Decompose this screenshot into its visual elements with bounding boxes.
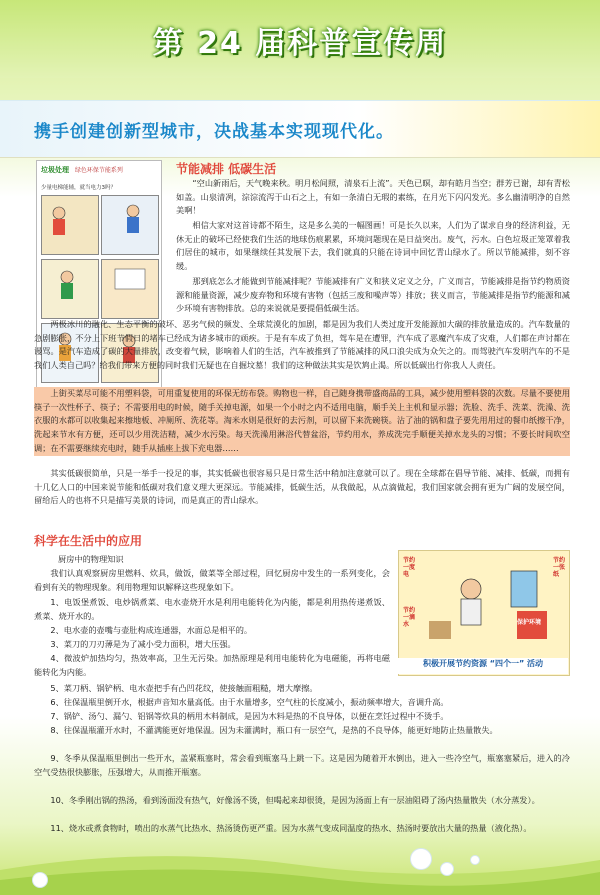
list-item-11: 11、烧水或煮食物时，喷出的水蒸气比热水、热汤烫伤更严重。因为水蒸气变成同温度的热水、热汤时要放出大量的热量（液化热）。 — [50, 823, 532, 833]
decorative-bubble — [32, 872, 48, 888]
list-item-10: 10、冬季刚出锅的热汤，看到汤面没有热气，好像汤不烫，但喝起来却很烫，是因为汤面上有一层油阻碍了汤内热量散失（水分蒸发）。 — [50, 795, 540, 805]
paragraph-poem: “空山新雨后，天气晚来秋。明月松间照，清泉石上流”。天色已暝，却有皓月当空；群芳已谢，却有青松如盖。山泉清冽，淙淙流泻于山石之上，有如一条清白无瑕的素练，在月光下闪闪发光。多么幽清明净的自然美啊！ — [176, 178, 570, 216]
paragraph-tips-highlighted: 上街买菜尽可能不用塑料袋，可用重复使用的环保无纺布袋。购物也一样，自己随身携带盛商品的工具，减少使用塑料袋的次数。尽量不要使用筷子一次性杯子、筷子；不需要用电的时候，随手关掉电源，如果一个小时之内不适用电脑，顺手关上主机和显示器；洗脸、洗手、洗菜、洗澡、洗衣服的水都可以收集起来擦地板、冲厕所、洗花等。淘米水则是很好的去污剂，可以留下来洗碗筷。沾了油的锅和盘子要先用用过的餐巾纸擦干净，洗起来节水有方便，还可以少用洗洁精，减少水污染。每天洗澡用淋浴代替盆浴，节约用水，养成洗完手顺便关掉水龙头的习惯；不要长时间吹空调；在不需要继续充电时，随手从插座上拔下充电器…… — [34, 387, 570, 456]
comic-subtitle: 绿色环保节能系列 — [74, 167, 123, 174]
list-item-8: 8、往保温瓶灌开水时，不灌满能更好地保温。因为未灌满时，瓶口有一层空气，是热的不良导体，能更好地防止热量散失。 — [50, 725, 498, 735]
poster-tag-electricity: 节约一度电 — [403, 557, 416, 578]
page-title: 第 24 届科普宣传周 — [152, 26, 448, 61]
decorative-bubble — [410, 848, 432, 870]
decorative-bubble — [440, 862, 454, 876]
poster-caption: 积极开展节约资源 “四个一” 活动 — [398, 658, 568, 674]
list-item-5: 5、菜刀柄、锅铲柄、电水壶把手有凸凹花纹，使接触面粗糙，增大摩擦。 — [50, 683, 318, 693]
list-item-7: 7、锅铲、汤勺、漏勺、铝锅等炊具的柄用木料制成，是因为木料是热的不良导体，以便在烹饪过程中不烫手。 — [50, 711, 449, 721]
poster-tag-water: 节约一滴水 — [403, 607, 416, 628]
bottom-wave-decoration — [0, 840, 600, 895]
paragraph-climate: 两极冰川的融化、生态平衡的破坏、恶劣气候的频发、全球荒漠化的加剧，都是因为我们人类过度开发能源加大碳的排放量造成的。汽车数量的急剧膨胀，不分上下班节假日的堵车已经成为诸多城市的顽疾。于是有车成了负担，驾车是在遭罪，汽车成了恶魔汽车成了灾难，人们都在声讨都在谩骂。是汽车造成了碳的大量排放，改变着气候，影响着人们的生活，汽车被推到了节能减排的风口浪尖成为众矢之的。而驾驶汽车发明汽车的不是我们人类自己吗？给我们带来方便的同时我们无疑也在自掘坟墓！我们的这种做法其实是饮鸩止渴。所以低碳出行你我人人责任。 — [34, 319, 570, 371]
paragraph-intro: 相信大家对这首诗都不陌生，这是多么美的一幅图画！可是长久以来，人们为了谋求自身的经济利益，无休无止的破坏已经使我们生活的地球伤痕累累，环境问题现在是日益突出。废气，污水。白色垃圾正笼罩着我们居住的城市，如果继续任其发展下去，我们就真的只能在诗词中回忆青山绿水了。所以节能减排，刻不容缓。 — [176, 220, 570, 272]
poster-tag-environment: 保护环境 — [517, 619, 542, 626]
section-title-energy: 节能减排 低碳生活 — [176, 162, 277, 176]
list-item-9: 9、冬季从保温瓶里倒出一些开水，盖紧瓶塞时，常会看到瓶塞马上跳一下。这是因为随着开水倒出，进入一些冷空气，瓶塞塞紧后，进入的冷空气受热很快膨胀，压强增大，从而推开瓶塞。 — [34, 753, 570, 777]
poster-tag-paper: 节约一张纸 — [553, 557, 566, 578]
poster-art — [399, 551, 569, 659]
comic-caption: 少量电梯能辅，就当电力3吗？ — [41, 185, 117, 191]
list-item-6: 6、往保温瓶里倒开水，根据声音知水量高低。由于水量增多，空气柱的长度减小，振动频率增大，音调升高。 — [50, 697, 449, 707]
comic-logo: 垃圾处理 — [41, 166, 69, 174]
list-item-4: 4、微波炉加热均匀，热效率高，卫生无污染。加热原理是利用电能转化为电磁能，再将电磁能转化为内能。 — [34, 653, 390, 677]
list-item-1: 1、电饭堡煮饭、电炒锅煮菜、电水壶烧开水是利用电能转化为内能，都是利用热传递煮饭、煮菜、烧开水的。 — [34, 597, 390, 621]
kitchen-physics-intro: 我们认真观察厨房里燃料、炊具，做饭，做菜等全部过程，回忆厨房中发生的一系列变化，会看到有关的物理现象。利用物理知识解释这些现象如下。 — [34, 568, 390, 592]
slogan-text: 携手创建创新型城市，决战基本实现现代化。 — [34, 122, 394, 142]
paragraph-definition: 那到底怎么才能做到节能减排呢？节能减排有广义和狭义定义之分，广义而言，节能减排是指节约物质资源和能量资源，减少废弃物和环境有害物（包括三废和噪声等）排放；狭义而言，节能减排是指节约能源和减少环境有害物排放。总的来说就是要提倡低碳生活。 — [176, 276, 570, 314]
kitchen-physics-heading: 厨房中的物理知识 — [58, 554, 124, 564]
list-item-2: 2、电水壶的壶嘴与壶肚构成连通器，水面总是相平的。 — [50, 625, 253, 635]
list-item-3: 3、菜刀的刀刃薄是为了减小受力面积，增大压强。 — [50, 639, 236, 649]
section-title-science: 科学在生活中的应用 — [34, 534, 143, 548]
paragraph-conclusion: 其实低碳很简单，只是一举手一投足的事，其实低碳也很容易只是日常生活中稍加注意就可以了。现在全球都在倡导节能、减排、低碳，而拥有十几亿人口的中国来说节能和低碳对我们意义理大更深远。节能减排，低碳生活，从我做起，从点滴做起，我们国家就会拥有更为广阔的发展空间，留给后人的也将不只是描写美景的诗词，而是真正的青山绿水。 — [34, 468, 570, 506]
decorative-bubble — [470, 855, 480, 865]
